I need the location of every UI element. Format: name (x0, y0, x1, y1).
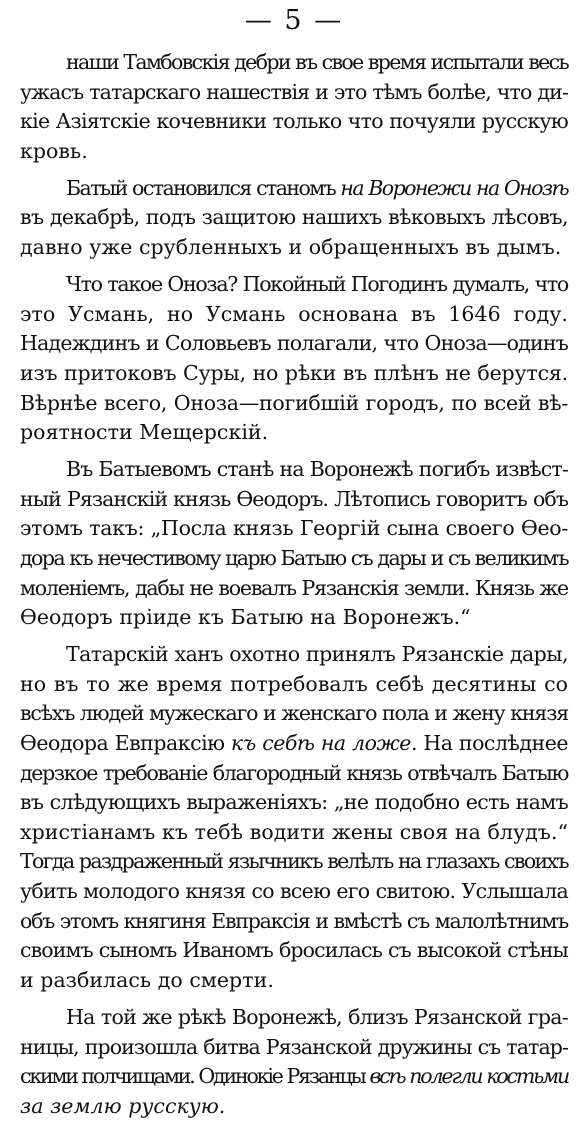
paragraph (20, 1003, 568, 1121)
text-segment: роятности Мещерскій. (20, 420, 269, 445)
page-number: — 5 — (244, 5, 344, 36)
text-line (20, 485, 568, 515)
text-segment: это Усмань, но Усмань основана въ 1646 году. (20, 301, 568, 326)
text-line (20, 574, 568, 604)
text-segment: скими полчищами. Одинокіе Рязанцы (20, 1064, 370, 1089)
text-segment: кровь. (20, 138, 88, 163)
text-line (20, 788, 568, 818)
text-segment: наши Тамбовскія дебри въ свое время испытали весь (66, 50, 568, 74)
text-line (20, 699, 568, 729)
text-line (20, 174, 568, 204)
text-segment: Батый остановился станомъ (66, 175, 341, 200)
text-line (20, 966, 568, 996)
text-segment: Надеждинъ и Соловьевъ полагали, что Оноза—одинъ (20, 331, 568, 356)
text-line (20, 137, 568, 167)
text-segment: дора къ нечестивому царю Батыю съ дары и съ великимъ (20, 546, 568, 570)
text-segment: Ѳеодоръ пріиде къ Батыю на Воронежъ.“ (20, 605, 471, 630)
text-line (20, 329, 568, 359)
text-segment: дерзкое требованіе благородный князь отвѣчалъ Батыю (20, 760, 568, 785)
paragraph (20, 174, 568, 263)
text-line (20, 847, 568, 877)
text-segment: ужасъ татарскаго нашествія и это тѣмъ болѣе, что ди- (20, 79, 568, 104)
text-segment: своимъ сыномъ Иваномъ бросилась съ высокой стѣны (20, 938, 568, 963)
text-segment: На послѣднее (417, 731, 569, 756)
text-line (20, 877, 568, 907)
text-segment: но въ то же время потребовалъ себѣ десятины со (20, 671, 568, 696)
text-line (20, 78, 568, 108)
text-segment: объ этомъ княгиня Евпраксія и вмѣстѣ съ малолѣтнимъ (20, 908, 568, 933)
text-line (20, 670, 568, 700)
text-segment: въ слѣдующихъ выраженіяхъ: „не подобно есть намъ (20, 790, 568, 815)
text-line (20, 48, 568, 78)
text-line (20, 1033, 568, 1063)
text-line (20, 759, 568, 789)
text-segment: изъ притоковъ Суры, но рѣки въ плѣнъ не берутся. (20, 360, 568, 385)
paragraph (20, 48, 568, 166)
text-segment: ный Рязанскій князь Ѳеодоръ. Лѣтопись говоритъ объ (20, 486, 568, 511)
text-line (20, 107, 568, 137)
text-line (20, 300, 568, 330)
text-segment: въ декабрѣ, подъ защитою нашихъ вѣковыхъ лѣсовъ, (20, 205, 568, 230)
text-line (20, 640, 568, 670)
text-segment: убить молодого князя со всею его свитою. Услышала (20, 879, 568, 904)
italic-text: всѣ полегли костьми (369, 1064, 568, 1089)
text-line (20, 233, 568, 263)
text-segment: Татарскій ханъ охотно принялъ Рязанскіе дары, (66, 642, 568, 667)
text-line (20, 907, 568, 937)
paragraph (20, 640, 568, 995)
text-segment: христіанамъ къ тебѣ водити жены своя на блудъ.“ (20, 819, 568, 844)
text-segment: Тогда раздраженный язычникъ велѣлъ на глазахъ своихъ (20, 849, 568, 874)
text-line (20, 359, 568, 389)
text-segment: моленіемъ, дабы не воевалъ Рязанскія земли. Князь же (20, 575, 568, 600)
text-segment: Вѣрнѣе всего, Оноза—погибшій городъ, по всей вѣ- (20, 390, 568, 415)
text-line (20, 203, 568, 233)
text-line (20, 389, 568, 419)
italic-text: къ себѣ на ложе. (230, 731, 417, 756)
italic-text: на Воронежи на Онозѣ (340, 175, 568, 200)
italic-text: за землю русскую. (20, 1093, 226, 1118)
text-line (20, 455, 568, 485)
text-line (20, 418, 568, 448)
text-line (20, 818, 568, 848)
text-line (20, 544, 568, 574)
text-segment: Ѳеодора Евпраксію (20, 731, 231, 756)
text-line (20, 729, 568, 759)
paragraph (20, 270, 568, 448)
body-text (20, 48, 568, 1129)
text-segment: кіе Азіятскіе кочевники только что почуяли русскую (20, 109, 568, 134)
text-segment: этомъ такъ: „Посла князь Георгій сына своего Ѳео- (20, 516, 568, 541)
text-segment: давно уже срубленныхъ и обращенныхъ въ дымъ. (20, 235, 562, 260)
text-segment: На той же рѣкѣ Воронежѣ, близъ Рязанской гра- (66, 1004, 568, 1029)
paragraph (20, 455, 568, 633)
text-line (20, 1062, 568, 1092)
text-line (20, 936, 568, 966)
text-segment: ницы, произошла битва Рязанской дружины съ татар- (20, 1034, 568, 1059)
text-segment: всѣхъ людей мужескаго и женскаго пола и жену князя (20, 701, 568, 726)
text-line (20, 1003, 568, 1033)
text-line (20, 1092, 568, 1122)
text-segment: и разбилась до смерти. (20, 967, 274, 992)
text-line (20, 603, 568, 633)
text-segment: Что такое Оноза? Покойный Погодинъ думалъ, что (66, 272, 568, 297)
text-line (20, 270, 568, 300)
text-segment: Въ Батыевомъ станѣ на Воронежѣ погибъ извѣст- (66, 457, 568, 482)
text-line (20, 514, 568, 544)
